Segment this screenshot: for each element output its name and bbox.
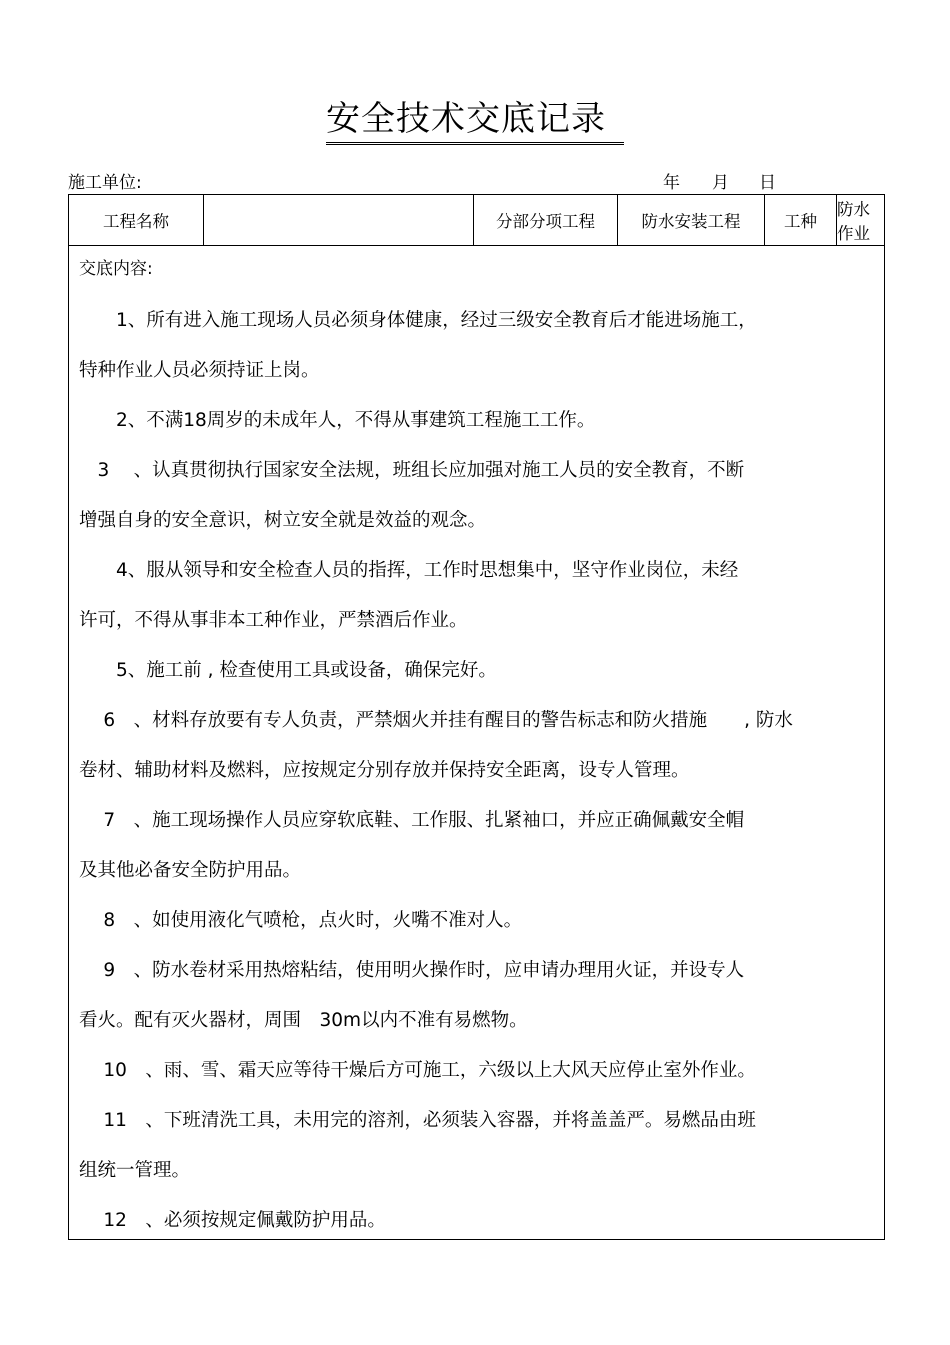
content-line: 7 、施工现场操作人员应穿软底鞋、工作服、扎紧袖口，并应正确佩戴安全帽 — [79, 810, 745, 831]
content-line: 12 、必须按规定佩戴防护用品。 — [79, 1210, 386, 1231]
project-name-value — [204, 195, 474, 245]
content-line: 3 、认真贯彻执行国家安全法规，班组长应加强对施工人员的安全教育，不断 — [79, 460, 745, 481]
content-label: 交底内容: — [79, 259, 153, 279]
date-month: 月 — [712, 173, 729, 193]
content-line: 10 、雨、雪、霜天应等待干燥后方可施工，六级以上大风天应停止室外作业。 — [79, 1060, 756, 1081]
content-line: 组统一管理。 — [79, 1160, 191, 1181]
construction-unit-label: 施工单位: — [68, 173, 142, 193]
content-line: 6 、材料存放要有专人负责，严禁烟火并挂有醒目的警告标志和防火措施 , 防水 — [79, 710, 793, 731]
content-line: 8 、如使用液化气喷枪，点火时，火嘴不准对人。 — [79, 910, 523, 931]
content-line: 许可，不得从事非本工种作业，严禁酒后作业。 — [79, 610, 468, 631]
content-line: 4、服从领导和安全检查人员的指挥，工作时思想集中，坚守作业岗位，未经 — [79, 560, 739, 581]
date-field — [663, 168, 776, 193]
content-area — [69, 247, 884, 1239]
content-line: 及其他必备安全防护用品。 — [79, 860, 302, 881]
trade-label: 工种 — [765, 195, 837, 245]
content-line: 2、不满18周岁的未成年人，不得从事建筑工程施工工作。 — [79, 410, 596, 431]
content-line: 看火。配有灭火器材，周围 30m以内不准有易燃物。 — [79, 1010, 528, 1031]
date-year: 年 — [663, 173, 680, 193]
date-day: 日 — [759, 173, 776, 193]
header-row — [69, 195, 884, 246]
sub-project-value: 防水安装工程 — [618, 195, 765, 245]
content-line: 1、所有进入施工现场人员必须身体健康，经过三级安全教育后才能进场施工， — [79, 310, 757, 331]
content-line: 卷材、辅助材料及燃料，应按规定分别存放并保持安全距离，设专人管理。 — [79, 760, 690, 781]
content-line: 5、施工前 , 检查使用工具或设备，确保完好。 — [79, 660, 497, 681]
content-line: 增强自身的安全意识，树立安全就是效益的观念。 — [79, 510, 487, 531]
project-name-label: 工程名称 — [69, 195, 204, 245]
content-line: 特种作业人员必须持证上岗。 — [79, 360, 320, 381]
content-line: 9 、防水卷材采用热熔粘结，使用明火操作时，应申请办理用火证，并设专人 — [79, 960, 745, 981]
page-title-text: 安全技术交底记录 — [326, 98, 624, 145]
trade-value: 防水作业 — [837, 200, 870, 243]
sub-project-label: 分部分项工程 — [474, 195, 618, 245]
content-line: 11 、下班清洗工具，未用完的溶剂，必须装入容器，并将盖盖严。易燃品由班 — [79, 1110, 756, 1131]
disclosure-table — [68, 194, 885, 1240]
page-title — [0, 98, 950, 145]
